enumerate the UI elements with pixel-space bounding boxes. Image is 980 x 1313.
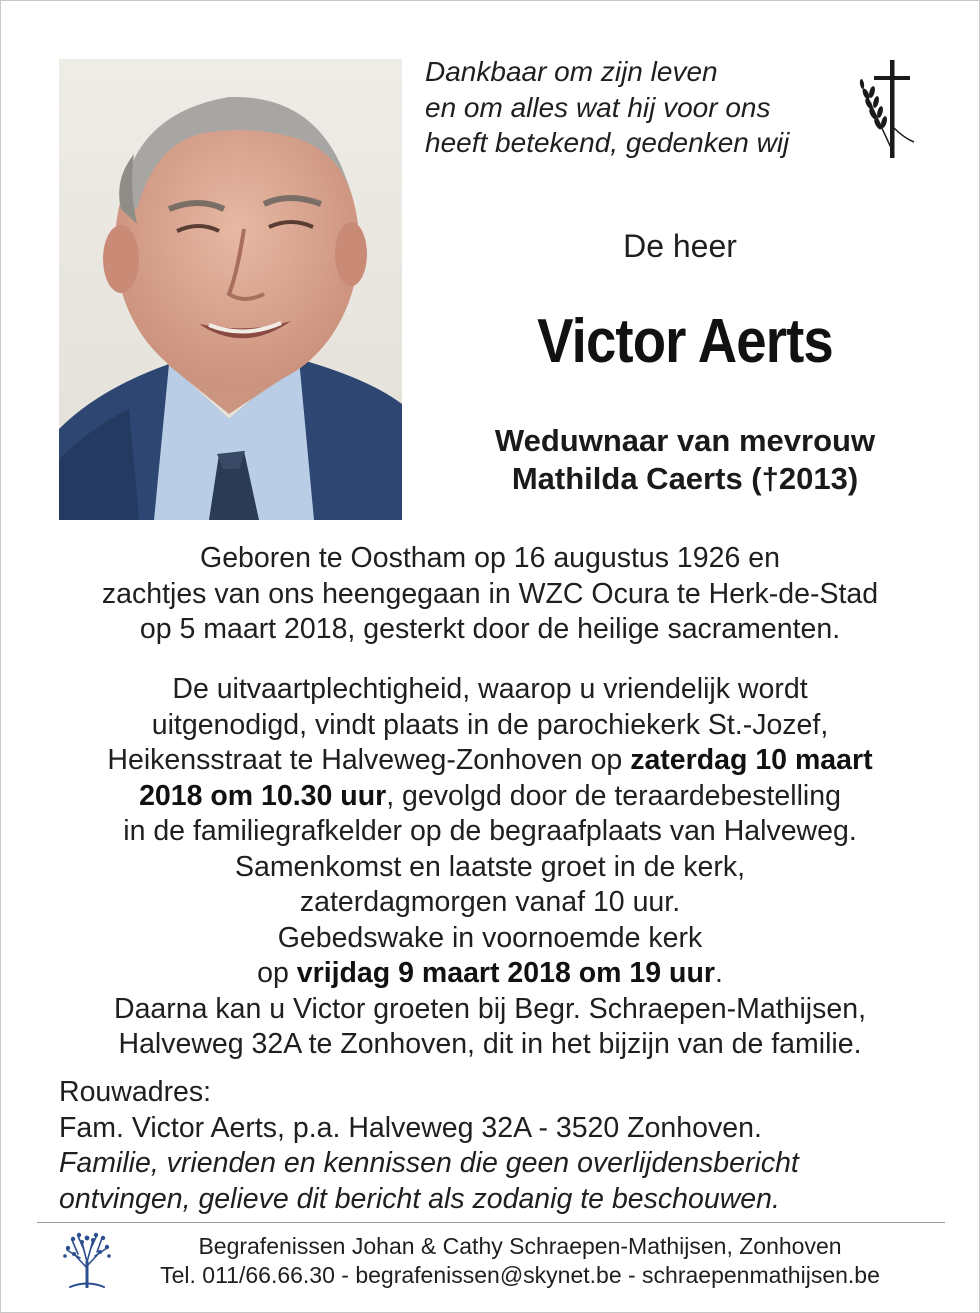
paragraph-line: op 5 maart 2018, gesterkt door de heilige sacramenten. [139,613,841,645]
widower-line: Weduwnaar van mevrouw [494,423,876,458]
funeral-paragraph [30,672,950,1063]
vigil-date: vrijdag 9 maart 2018 om 19 uur [296,957,715,989]
funeral-home-name: Begrafenissen Johan & Cathy Schraepen-Mathijsen, Zonhoven [198,1233,842,1259]
cross-with-wheat-icon [852,58,930,160]
paragraph-line: zachtjes van ons heengegaan in WZC Ocura te Herk-de-Stad [101,577,879,610]
text-segment: op [257,957,297,989]
text-segment: Heikensstraat te Halveweg-Zonhoven op [107,744,631,776]
paragraph-line: Halveweg 32A te Zonhoven, dit in het bijzijn van de familie. [118,1028,862,1060]
paragraph-line: zaterdagmorgen vanaf 10 uur. [299,886,681,918]
paragraph-line [30,956,950,992]
address-line: Fam. Victor Aerts, p.a. Halveweg 32A - 3520 Zonhoven. [59,1111,762,1144]
text-segment: . [714,957,723,989]
paragraph-line: De uitvaartplechtigheid, waarop u vriendelijk wordt [172,673,808,705]
honorific: De heer [623,228,737,264]
paragraph-line [30,779,950,815]
footer-divider [37,1222,945,1223]
paragraph-line: uitgenodigd, vindt plaats in de parochiekerk St.-Jozef, [151,708,829,741]
funeral-home-footer [115,1232,925,1290]
text-segment: , gevolgd door de teraardebestelling [386,779,841,812]
deceased-name: Victor Aerts [537,307,833,376]
paragraph-line: Gebedswake in voornoemde kerk [277,921,703,954]
tree-logo-icon [62,1232,112,1288]
paragraph-line: Geboren te Oostham op 16 augustus 1926 en [200,542,780,574]
funeral-home-contact: Tel. 011/66.66.30 - begrafenissen@skynet.be - schraepenmathijsen.be [160,1262,880,1288]
address-note: Familie, vrienden en kennissen die geen overlijdensbericht [59,1147,799,1179]
funeral-time: 2018 om 10.30 uur [139,779,387,812]
dedication-line: Dankbaar om zijn leven [425,56,718,87]
widower-line: Mathilda Caerts (†2013) [511,461,859,496]
widower-info [420,422,950,498]
paragraph-line [30,743,950,779]
dedication-text [425,54,845,161]
dedication-line: en om alles wat hij voor ons [425,91,771,123]
dedication-line: heeft betekend, gedenken wij [425,127,790,158]
address-note: ontvingen, gelieve dit bericht als zodanig te beschouwen. [59,1182,780,1215]
funeral-date: zaterdag 10 maart [630,744,873,776]
paragraph-line: Samenkomst en laatste groet in de kerk, [234,850,746,883]
birth-death-paragraph [30,541,950,648]
mourning-address [59,1075,939,1217]
portrait-photo [59,59,402,520]
address-label: Rouwadres: [59,1076,212,1108]
paragraph-line: Daarna kan u Victor groeten bij Begr. Schraepen-Mathijsen, [114,992,866,1025]
paragraph-line: in de familiegrafkelder op de begraafplaats van Halveweg. [123,815,857,847]
